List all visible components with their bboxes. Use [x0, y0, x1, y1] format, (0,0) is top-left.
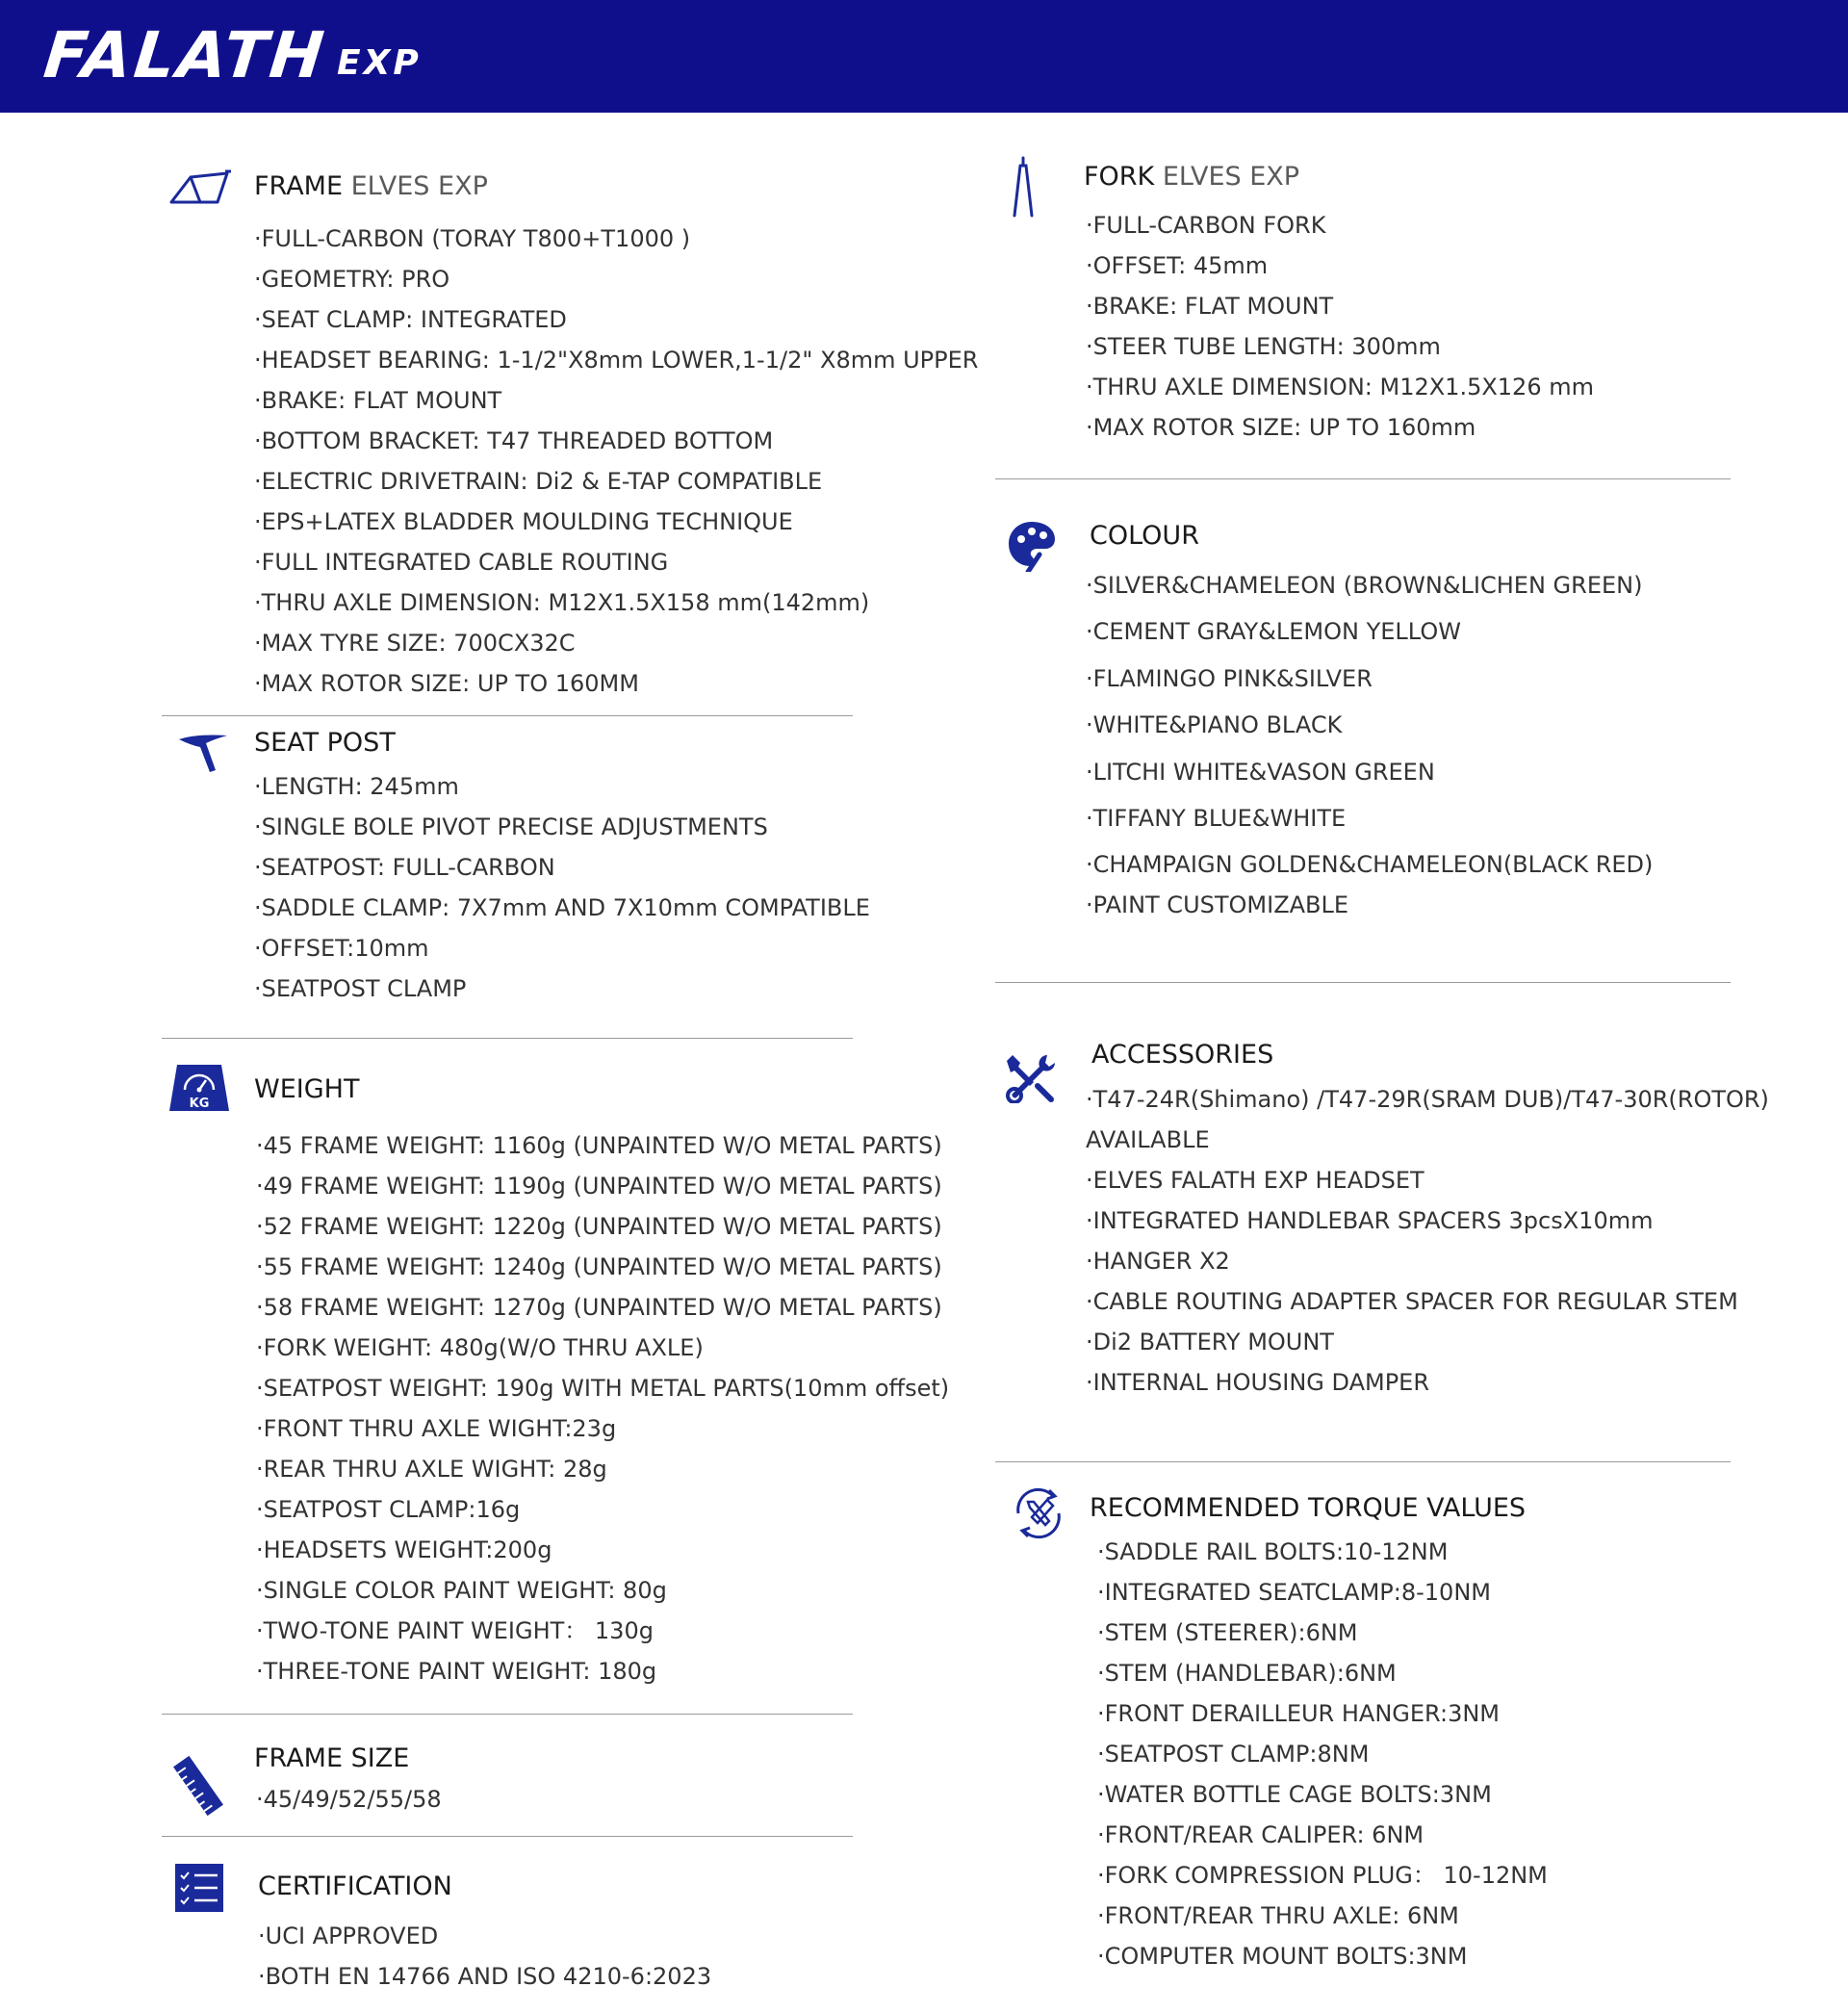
list-item: ·ELVES FALATH EXP HEADSET	[1086, 1167, 1424, 1194]
header-banner	[0, 0, 1848, 113]
divider	[995, 478, 1731, 479]
list-item: ·INTERNAL HOUSING DAMPER	[1086, 1369, 1430, 1396]
list-item: ·WATER BOTTLE CAGE BOLTS:3NM	[1097, 1781, 1492, 1808]
section-title: FRAME SIZE	[254, 1743, 410, 1773]
list-item: ·THREE-TONE PAINT WEIGHT: 180g	[256, 1658, 657, 1685]
list-item: ·COMPUTER MOUNT BOLTS:3NM	[1097, 1943, 1468, 1970]
divider	[162, 715, 853, 716]
list-item: ·SINGLE BOLE PIVOT PRECISE ADJUSTMENTS	[254, 813, 768, 840]
list-item: ·SEATPOST CLAMP	[254, 975, 467, 1002]
list-item: ·CHAMPAIGN GOLDEN&CHAMELEON(BLACK RED)	[1086, 851, 1654, 878]
list-item: ·STEER TUBE LENGTH: 300mm	[1086, 333, 1441, 360]
list-item: ·SILVER&CHAMELEON (BROWN&LICHEN GREEN)	[1086, 572, 1643, 599]
section-title: COLOUR	[1090, 521, 1199, 551]
divider	[162, 1038, 853, 1039]
tools-icon	[1005, 1051, 1059, 1103]
section-title: ACCESSORIES	[1091, 1040, 1274, 1070]
list-item: ·SEATPOST WEIGHT: 190g WITH METAL PARTS(10mm offset)	[256, 1375, 950, 1402]
list-item: ·FRONT THRU AXLE WIGHT:23g	[256, 1415, 617, 1442]
brand-logo: FALATH	[40, 18, 330, 92]
section-title: SEAT POST	[254, 728, 396, 758]
fork-icon	[1011, 156, 1036, 218]
list-item: ·INTEGRATED SEATCLAMP:8-10NM	[1097, 1579, 1491, 1606]
list-item: ·OFFSET:10mm	[254, 935, 429, 962]
list-item: ·52 FRAME WEIGHT: 1220g (UNPAINTED W/O METAL PARTS)	[256, 1213, 942, 1240]
list-item: ·HEADSET BEARING: 1-1/2"X8mm LOWER,1-1/2" X8mm UPPER	[254, 347, 979, 374]
list-item: ·BOTH EN 14766 AND ISO 4210-6:2023	[258, 1963, 712, 1990]
list-item: ·GEOMETRY: PRO	[254, 266, 450, 293]
divider	[162, 1714, 853, 1715]
list-item: ·CEMENT GRAY&LEMON YELLOW	[1086, 618, 1461, 645]
checklist-icon	[173, 1862, 225, 1914]
section-title: CERTIFICATION	[258, 1871, 452, 1901]
list-item: ·SADDLE CLAMP: 7X7mm AND 7X10mm COMPATIBLE	[254, 894, 870, 921]
weight-icon-label: KG	[189, 1097, 210, 1111]
list-item: ·BOTTOM BRACKET: T47 THREADED BOTTOM	[254, 427, 774, 454]
list-item: ·FORK COMPRESSION PLUG： 10-12NM	[1097, 1862, 1548, 1889]
list-item: ·THRU AXLE DIMENSION: M12X1.5X158 mm(142mm)	[254, 589, 870, 616]
weight-scale-icon	[167, 1061, 231, 1115]
list-item: AVAILABLE	[1086, 1126, 1210, 1153]
list-item: ·FULL-CARBON (TORAY T800+T1000 )	[254, 225, 691, 252]
section-title: FORK ELVES EXP	[1084, 162, 1300, 192]
section-title: FRAME ELVES EXP	[254, 171, 488, 201]
wrench-cycle-icon	[1009, 1484, 1068, 1542]
list-item: ·58 FRAME WEIGHT: 1270g (UNPAINTED W/O METAL PARTS)	[256, 1294, 942, 1321]
list-item: ·FULL INTEGRATED CABLE ROUTING	[254, 549, 669, 576]
model-logo: EXP	[337, 43, 422, 83]
seatpost-icon	[177, 732, 231, 774]
list-item: ·PAINT CUSTOMIZABLE	[1086, 891, 1349, 918]
list-item: ·T47-24R(Shimano) /T47-29R(SRAM DUB)/T47-30R(ROTOR)	[1086, 1086, 1769, 1113]
list-item: ·CABLE ROUTING ADAPTER SPACER FOR REGULAR STEM	[1086, 1288, 1738, 1315]
list-item: ·MAX TYRE SIZE: 700CX32C	[254, 630, 576, 657]
list-item: ·BRAKE: FLAT MOUNT	[254, 387, 502, 414]
list-item: ·FULL-CARBON FORK	[1086, 212, 1326, 239]
list-item: ·MAX ROTOR SIZE: UP TO 160mm	[1086, 414, 1476, 441]
bike-frame-icon	[167, 169, 235, 208]
list-item: ·LITCHI WHITE&VASON GREEN	[1086, 759, 1435, 786]
list-item: ·THRU AXLE DIMENSION: M12X1.5X126 mm	[1086, 374, 1594, 400]
list-item: ·MAX ROTOR SIZE: UP TO 160MM	[254, 670, 639, 697]
list-item: ·TWO-TONE PAINT WEIGHT： 130g	[256, 1617, 654, 1644]
list-item: ·INTEGRATED HANDLEBAR SPACERS 3pcsX10mm	[1086, 1207, 1654, 1234]
list-item: ·ELECTRIC DRIVETRAIN: Di2 & E-TAP COMPATIBLE	[254, 468, 823, 495]
list-item: ·WHITE&PIANO BLACK	[1086, 711, 1343, 738]
list-item: ·OFFSET: 45mm	[1086, 252, 1269, 279]
list-item: ·SEATPOST: FULL-CARBON	[254, 854, 555, 881]
list-item: ·LENGTH: 245mm	[254, 773, 459, 800]
list-item: ·REAR THRU AXLE WIGHT: 28g	[256, 1456, 607, 1483]
list-item: ·SEATPOST CLAMP:8NM	[1097, 1741, 1370, 1768]
section-title: RECOMMENDED TORQUE VALUES	[1090, 1493, 1527, 1523]
list-item: ·45 FRAME WEIGHT: 1160g (UNPAINTED W/O METAL PARTS)	[256, 1132, 942, 1159]
divider	[162, 1836, 853, 1837]
section-title: WEIGHT	[254, 1074, 360, 1104]
list-item: ·FRONT DERAILLEUR HANGER:3NM	[1097, 1700, 1500, 1727]
list-item: ·UCI APPROVED	[258, 1923, 439, 1949]
ruler-icon	[171, 1756, 225, 1816]
list-item: ·FRONT/REAR CALIPER: 6NM	[1097, 1821, 1424, 1848]
list-item: ·Di2 BATTERY MOUNT	[1086, 1329, 1334, 1355]
list-item: ·55 FRAME WEIGHT: 1240g (UNPAINTED W/O METAL PARTS)	[256, 1253, 942, 1280]
list-item: ·HEADSETS WEIGHT:200g	[256, 1536, 552, 1563]
list-item: ·BRAKE: FLAT MOUNT	[1086, 293, 1334, 320]
list-item: ·SADDLE RAIL BOLTS:10-12NM	[1097, 1538, 1449, 1565]
list-item: ·SEATPOST CLAMP:16g	[256, 1496, 521, 1523]
list-item: ·STEM (STEERER):6NM	[1097, 1619, 1358, 1646]
list-item: ·49 FRAME WEIGHT: 1190g (UNPAINTED W/O METAL PARTS)	[256, 1173, 942, 1200]
list-item: ·STEM (HANDLEBAR):6NM	[1097, 1660, 1397, 1687]
list-item: ·SEAT CLAMP: INTEGRATED	[254, 306, 567, 333]
list-item: ·TIFFANY BLUE&WHITE	[1086, 805, 1347, 832]
list-item: ·FORK WEIGHT: 480g(W/O THRU AXLE)	[256, 1334, 704, 1361]
palette-icon	[1005, 518, 1059, 572]
list-item: ·EPS+LATEX BLADDER MOULDING TECHNIQUE	[254, 508, 793, 535]
list-item: ·FRONT/REAR THRU AXLE: 6NM	[1097, 1902, 1459, 1929]
list-item: ·SINGLE COLOR PAINT WEIGHT: 80g	[256, 1577, 667, 1604]
divider	[995, 1461, 1731, 1462]
list-item: ·FLAMINGO PINK&SILVER	[1086, 665, 1373, 692]
divider	[995, 982, 1731, 983]
list-item: ·HANGER X2	[1086, 1248, 1230, 1275]
list-item: ·45/49/52/55/58	[256, 1786, 442, 1813]
